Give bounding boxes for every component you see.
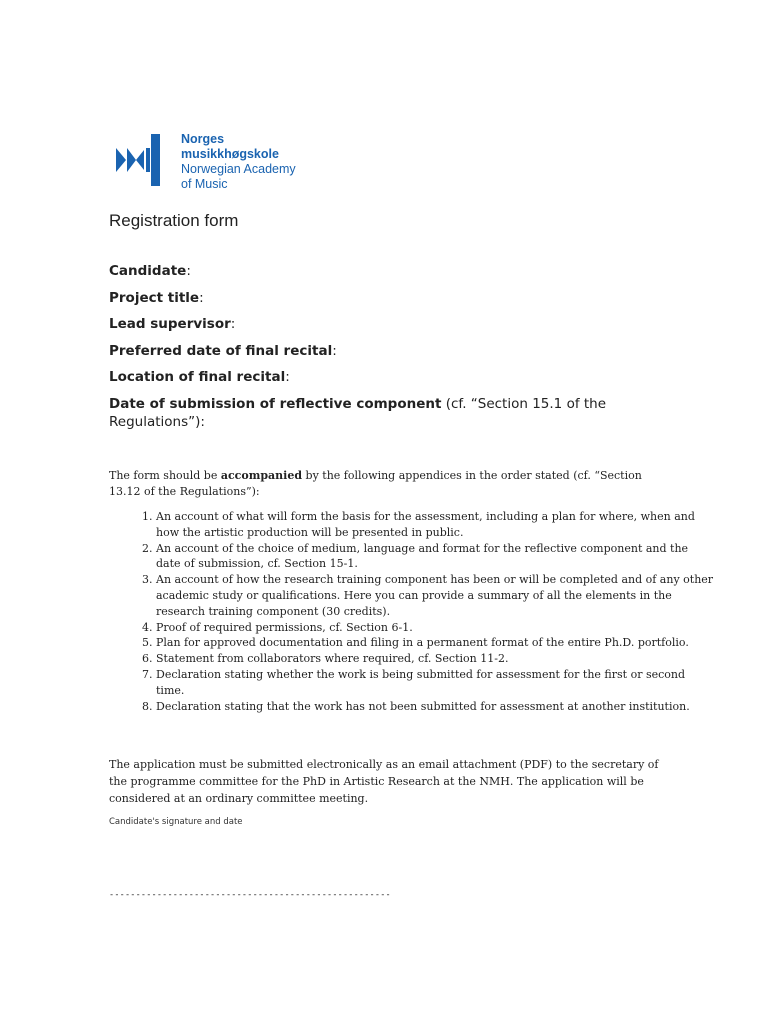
list-item: 7. Declaration stating whether the work is being submitted for assessment for the first or second time. <box>156 667 716 699</box>
intro-paragraph: The form should be accompanied by the following appendices in the order stated (cf. “Section 13.12 of the Regulations”): <box>109 469 642 498</box>
form-fields <box>109 262 629 440</box>
list-item: 4. Proof of required permissions, cf. Section 6-1. <box>156 620 716 636</box>
logo-text-norges: Norges <box>181 132 225 146</box>
field-preferred-date: Preferred date of final recital: <box>109 342 337 359</box>
signature-line: ----------------------------------------------------- <box>109 890 391 900</box>
logo-text-norwegian-academy: Norwegian Academy <box>181 162 296 176</box>
closing-paragraph: The application must be submitted electronically as an email attachment (PDF) to the secretary of the programme committee for the PhD in Artistic Research at the NMH. The application will be considered at an ordinary committee meeting. <box>109 758 659 805</box>
field-submission-date: Date of submission of reflective component (cf. “Section 15.1 of the Regulations”): <box>109 395 607 430</box>
logo-text-musikkhogskole: musikkhøgskole <box>181 147 279 161</box>
form-title: Registration form <box>109 211 239 230</box>
field-lead-supervisor: Lead supervisor: <box>109 316 236 333</box>
list-item: 2. An account of the choice of medium, language and format for the reflective component and the date of submission, cf. Section 15-1. <box>156 541 716 573</box>
list-item: 5. Plan for approved documentation and filing in a permanent format of the entire Ph.D. portfolio. <box>156 635 716 651</box>
nmh-logo-icon <box>114 132 164 188</box>
appendices-list <box>109 509 716 714</box>
field-project-title: Project title: <box>109 289 204 306</box>
field-location: Location of final recital: <box>109 369 290 386</box>
nmh-logo <box>114 132 334 192</box>
intro-bold-word: accompanied <box>220 469 303 482</box>
list-item: 1. An account of what will form the basis for the assessment, including a plan for where, when and how the artistic production will be presented in public. <box>156 509 716 541</box>
list-item: 8. Declaration stating that the work has not been submitted for assessment at another institution. <box>156 699 716 715</box>
list-item: 3. An account of how the research training component has been or will be completed and of any other academic study or qualifications. Here you can provide a summary of all the elements in the research training component (30 credits). <box>156 572 716 619</box>
signature-label: Candidate's signature and date <box>109 817 243 827</box>
field-candidate: Candidate: <box>109 263 191 279</box>
list-item: 6. Statement from collaborators where required, cf. Section 11-2. <box>156 651 716 667</box>
logo-text-of-music: of Music <box>181 177 228 191</box>
